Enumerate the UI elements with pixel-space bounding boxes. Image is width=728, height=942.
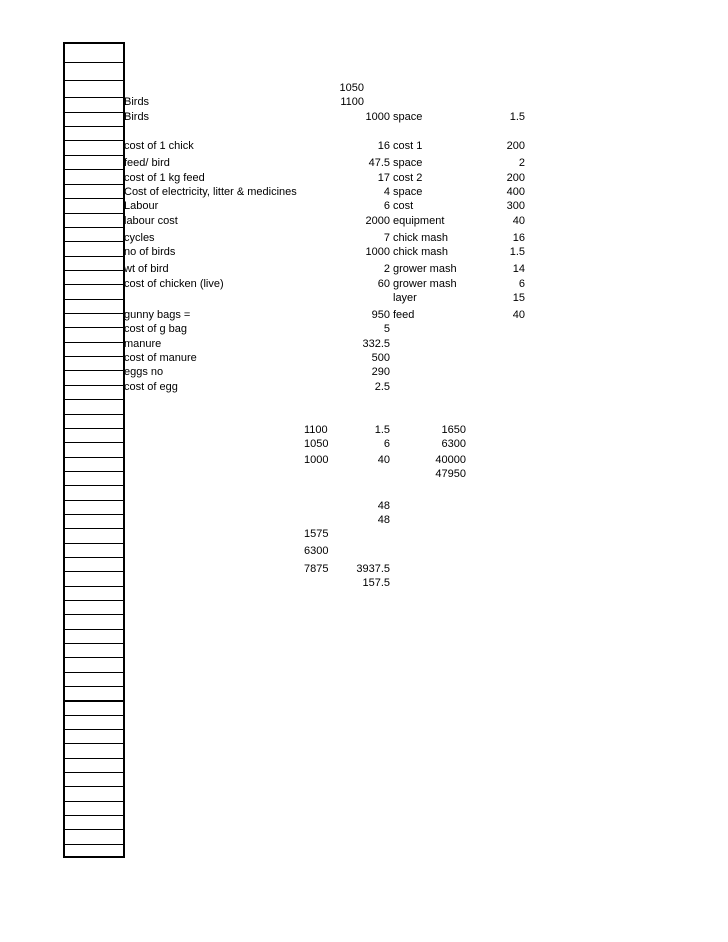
cell-r8-c0: labour cost: [124, 215, 178, 227]
cell-r14-c0: gunny bags =: [124, 309, 191, 321]
cell-r7-c3: 300: [506, 200, 525, 212]
row-header-line: [65, 399, 123, 400]
row-header-line: [65, 485, 123, 486]
cell-r24-c0: 48: [377, 500, 390, 512]
cell-r11-c2: grower mash: [393, 263, 457, 275]
cell-r8-c1: 2000: [365, 215, 390, 227]
row-header-line: [65, 80, 123, 81]
row-header-line: [65, 442, 123, 443]
cell-r10-c3: 1.5: [509, 246, 525, 258]
cell-r10-c0: no of birds: [124, 246, 176, 258]
row-header-line: [65, 557, 123, 558]
row-header-line: [65, 97, 123, 98]
cell-r6-c2: space: [393, 186, 423, 198]
cell-r1-c1: 1100: [340, 96, 364, 108]
cell-r28-c0: 7875: [304, 563, 329, 575]
cell-r0-c0: 1050: [339, 82, 364, 94]
cell-r10-c2: chick mash: [393, 246, 449, 258]
cell-r2-c2: space: [393, 111, 423, 123]
row-header-line: [65, 571, 123, 572]
row-header-line: [65, 327, 123, 328]
row-header-line: [65, 643, 123, 644]
cell-r20-c0: 1100: [304, 424, 328, 436]
cell-r2-c1: 1000: [365, 111, 390, 123]
cell-r1-c0: Birds: [124, 96, 150, 108]
cell-r9-c0: cycles: [124, 232, 155, 244]
row-header-line: [65, 672, 123, 673]
row-header-line: [65, 528, 123, 529]
cell-r12-c2: grower mash: [393, 278, 457, 290]
cell-r4-c1: 47.5: [368, 157, 390, 169]
cell-r16-c1: 332.5: [362, 338, 390, 350]
cell-r8-c3: 40: [512, 215, 525, 227]
row-header-line: [65, 715, 123, 716]
cell-r29-c0: 157.5: [362, 577, 390, 589]
row-header-line: [65, 829, 123, 830]
cell-r6-c1: 4: [383, 186, 390, 198]
row-header-line: [65, 184, 123, 185]
cell-r12-c0: cost of chicken (live): [124, 278, 224, 290]
row-header-line: [65, 169, 123, 170]
cell-r20-c2: 1650: [441, 424, 466, 436]
cell-r21-c0: 1050: [304, 438, 329, 450]
row-header-line: [65, 370, 123, 371]
cell-r22-c1: 40: [377, 454, 390, 466]
row-header-line: [65, 198, 123, 199]
cell-r11-c0: wt of bird: [124, 263, 169, 275]
cell-r17-c0: cost of manure: [124, 352, 197, 364]
cell-r8-c2: equipment: [393, 215, 445, 227]
cell-r3-c2: cost 1: [393, 140, 423, 152]
row-header-line: [65, 758, 123, 759]
cell-r7-c2: cost: [393, 200, 414, 212]
cell-r20-c1: 1.5: [374, 424, 390, 436]
cell-r16-c0: manure: [124, 338, 162, 350]
cell-r2-c3: 1.5: [509, 111, 525, 123]
cell-r3-c0: cost of 1 chick: [124, 140, 194, 152]
cell-r27-c0: 6300: [304, 545, 329, 557]
cell-r25-c0: 48: [377, 514, 390, 526]
row-header-line: [65, 227, 123, 228]
cell-r6-c3: 400: [506, 186, 525, 198]
row-header-line: [65, 543, 123, 544]
cell-r5-c2: cost 2: [393, 172, 423, 184]
row-header-line: [65, 342, 123, 343]
cell-r14-c1: 950: [371, 309, 390, 321]
row-header-line: [65, 112, 123, 113]
row-header-line: [65, 256, 123, 257]
row-header-line: [65, 356, 123, 357]
row-header-line: [65, 772, 123, 773]
row-header-line: [65, 586, 123, 587]
cell-r5-c0: cost of 1 kg feed: [124, 172, 205, 184]
cell-r9-c2: chick mash: [393, 232, 449, 244]
row-header-line: [65, 500, 123, 501]
cell-r11-c3: 14: [512, 263, 525, 275]
row-header-line: [65, 657, 123, 658]
cell-r12-c3: 6: [518, 278, 525, 290]
cell-r12-c1: 60: [377, 278, 390, 290]
cell-r7-c1: 6: [383, 200, 390, 212]
row-header-line: [65, 815, 123, 816]
row-header-line: [65, 801, 123, 802]
row-header-line: [65, 140, 123, 141]
cell-r21-c2: 6300: [441, 438, 466, 450]
row-header-line: [65, 700, 123, 702]
row-header-line: [65, 457, 123, 458]
cell-r19-c1: 2.5: [374, 381, 390, 393]
row-header-line: [65, 299, 123, 300]
cell-r28-c1: 3937.5: [356, 563, 390, 575]
cell-r6-c0: Cost of electricity, litter & medicines: [124, 186, 297, 198]
row-header-line: [65, 600, 123, 601]
cell-r14-c3: 40: [512, 309, 525, 321]
row-header-line: [65, 629, 123, 630]
row-header-line: [65, 428, 123, 429]
row-header-line: [65, 313, 123, 314]
row-header-line: [65, 471, 123, 472]
row-header-line: [65, 62, 123, 63]
row-header-line: [65, 270, 123, 271]
cell-r15-c1: 5: [383, 323, 390, 335]
cell-r2-c0: Birds: [124, 111, 150, 123]
cell-r18-c1: 290: [371, 366, 390, 378]
cell-r15-c0: cost of g bag: [124, 323, 187, 335]
row-header-line: [65, 241, 123, 242]
row-header-line: [65, 786, 123, 787]
cell-r13-c0: layer: [393, 292, 417, 304]
cell-r5-c3: 200: [506, 172, 525, 184]
row-header-line: [65, 284, 123, 285]
cell-r9-c3: 16: [512, 232, 525, 244]
cell-r26-c0: 1575: [304, 528, 329, 540]
cell-r10-c1: 1000: [365, 246, 390, 258]
cell-r4-c2: space: [393, 157, 423, 169]
row-header-line: [65, 614, 123, 615]
row-header-column: [63, 42, 125, 858]
cell-r9-c1: 7: [383, 232, 390, 244]
row-header-line: [65, 155, 123, 156]
cell-r5-c1: 17: [377, 172, 390, 184]
cell-r14-c2: feed: [393, 309, 415, 321]
cell-r22-c2: 40000: [435, 454, 466, 466]
cell-r4-c3: 2: [518, 157, 525, 169]
row-header-line: [65, 729, 123, 730]
row-header-line: [65, 126, 123, 127]
row-header-line: [65, 743, 123, 744]
cell-r3-c3: 200: [506, 140, 525, 152]
cell-r19-c0: cost of egg: [124, 381, 178, 393]
row-header-line: [65, 844, 123, 845]
row-header-line: [65, 686, 123, 687]
row-header-line: [65, 385, 123, 386]
row-header-line: [65, 414, 123, 415]
cell-r18-c0: eggs no: [124, 366, 164, 378]
cell-r7-c0: Labour: [124, 200, 159, 212]
cell-r11-c1: 2: [383, 263, 390, 275]
cell-r4-c0: feed/ bird: [124, 157, 170, 169]
cell-r23-c0: 47950: [435, 468, 466, 480]
cell-r21-c1: 6: [383, 438, 390, 450]
cell-r22-c0: 1000: [304, 454, 329, 466]
row-header-line: [65, 213, 123, 214]
cell-r3-c1: 16: [377, 140, 390, 152]
cell-r17-c1: 500: [371, 352, 390, 364]
cell-r13-c1: 15: [512, 292, 525, 304]
row-header-line: [65, 514, 123, 515]
